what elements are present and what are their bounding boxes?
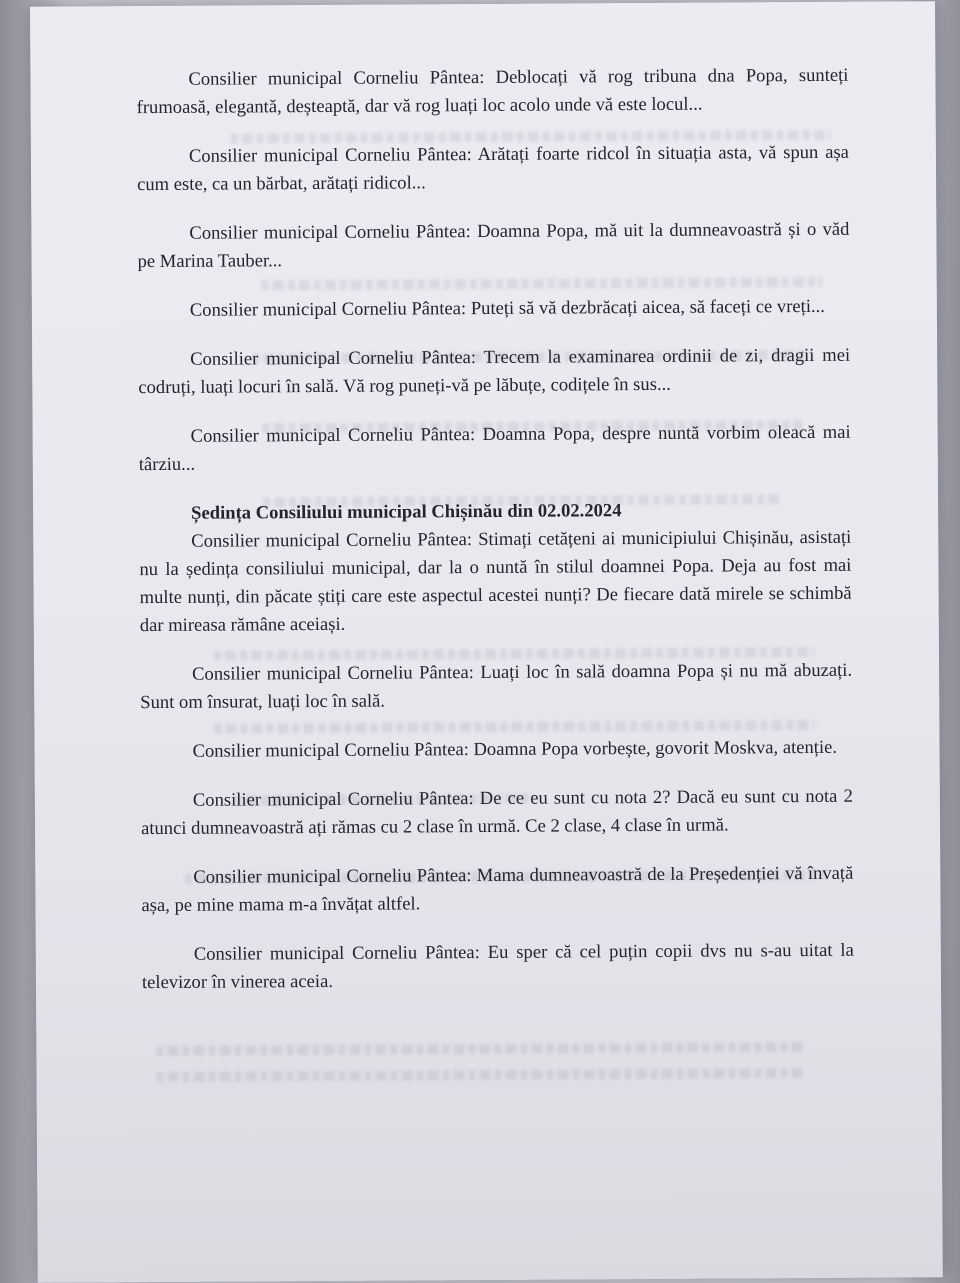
paragraph: Consilier municipal Corneliu Pântea: Mama dumneavoastră de la Președenției vă învață așa, pe mine mama m-a învățat altfel. bbox=[141, 862, 854, 917]
paragraph: Consilier municipal Corneliu Pântea: Eu sper că cel puțin copii dvs nu s-au uitat la televizor în vinerea aceia. bbox=[141, 939, 854, 994]
paragraph: Consilier municipal Corneliu Pântea: Arătați foarte ridcol în situația asta, vă spun așa cum este, ca un bărbat, arătați ridicol... bbox=[137, 141, 849, 196]
paragraph: Consilier municipal Corneliu Pântea: Doamna Popa, mă uit la dumneavoastră și o văd pe Marina Tauber... bbox=[137, 218, 850, 273]
paragraph: Consilier municipal Corneliu Pântea: Puteți să vă dezbrăcați aicea, să faceți ce vreți... bbox=[189, 295, 825, 321]
document-page bbox=[30, 1, 943, 1283]
paragraph: Consilier municipal Corneliu Pântea: Doamna Popa, despre nuntă vorbim oleacă mai târziu... bbox=[138, 421, 851, 476]
paragraph: Consilier municipal Corneliu Pântea: Doamna Popa vorbește, govorit Moskva, atenție. bbox=[192, 736, 838, 762]
paragraph: Consilier municipal Corneliu Pântea: Luați loc în sală doamna Popa și nu mă abuzați. Sunt om însurat, luați loc în sală. bbox=[140, 659, 853, 714]
paragraph: Consilier municipal Corneliu Pântea: Stimați cetățeni ai municipiului Chișinău, asistați nu la ședința consiliului municipal, dar la o nuntă în stilul doamnei Popa. Deja au fost mai multe nunți, din păcate știți care este aspectul acestei nunți? De fiecare dată mirele se schimbă dar mireasa rămâne aceiași. bbox=[139, 526, 852, 637]
paragraph: Consilier municipal Corneliu Pântea: Deblocați vă rog tribuna dna Popa, sunteți frumoasă, elegantă, deșteaptă, dar vă rog luați loc acolo unde vă este locul... bbox=[136, 64, 849, 119]
section-heading: Ședința Consiliului municipal Chișinău din 02.02.2024 bbox=[191, 500, 622, 524]
paragraph: Consilier municipal Corneliu Pântea: De ce eu sunt cu nota 2? Dacă eu sunt cu nota 2 atunci dumneavoastră ați rămas cu 2 clase în urmă. Ce 2 clase, 4 clase în urmă. bbox=[140, 785, 853, 840]
paragraph: Consilier municipal Corneliu Pântea: Trecem la examinarea ordinii de zi, dragii mei codruți, luați locuri în sală. Vă rog puneți-vă pe lăbuțe, codițele în sus... bbox=[138, 344, 851, 399]
document-body bbox=[136, 62, 854, 997]
